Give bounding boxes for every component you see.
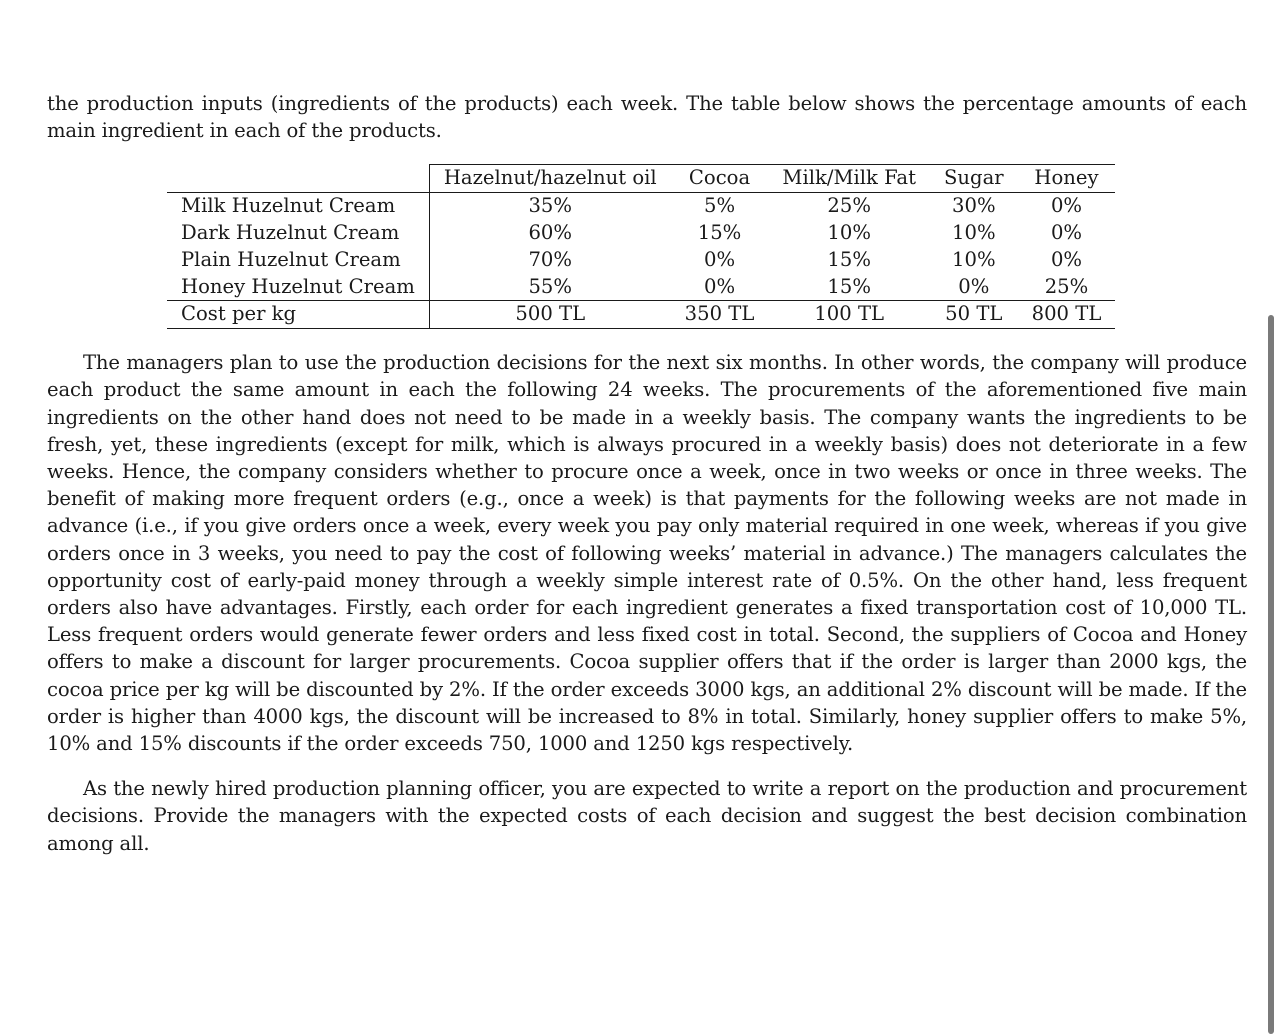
table-corner-cell	[167, 165, 429, 193]
table-header-row	[167, 165, 1115, 193]
table-cell: 0%	[958, 274, 990, 298]
table-cell: 10%	[952, 247, 996, 271]
table-cell: 0%	[1050, 247, 1083, 271]
cost-cell: 350 TL	[671, 301, 769, 329]
cost-row	[167, 301, 1115, 329]
table-cell: 35%	[528, 194, 573, 218]
paragraph-spacer	[47, 757, 1247, 775]
body-paragraph-1: The managers plan to use the production decisions for the next six months. In other words, the company will produce each product the same amount in each the following 24 weeks. The procurements of the aforementioned five main ingredients on the other hand does not need to be made in a weekly basis. The company wants the ingredients to be fresh, yet, these ingredients (except for milk, which is always procured in a weekly basis) does not deteriorate in a few weeks. Hence, the company considers whether to procure once a week, once in two weeks or once in three weeks. The benefit of making more frequent orders (e.g., once a week) is that payments for the following weeks are not made in advance (i.e., if you give orders once a week, every week you pay only material required in one week, whereas if you give orders once in 3 weeks, you need to pay the cost of following weeks’ material in advance.) The managers calculates the opportunity cost of early-paid money through a weekly simple interest rate of 0.5%. On the other hand, less frequent orders also have advantages. Firstly, each order for each ingredient generates a fixed transportation cost of 10,000 TL. Less frequent orders would generate fewer orders and less fixed cost in total. Second, the suppliers of Cocoa and Honey offers to make a discount for larger procurements. Cocoa supplier offers that if the order is larger than 2000 kgs, the cocoa price per kg will be discounted by 2%. If the order exceeds 3000 kgs, an additional 2% discount will be made. If the order is higher than 4000 kgs, the discount will be increased to 8% in total. Similarly, honey supplier offers to make 5%, 10% and 15% discounts if the order exceeds 750, 1000 and 1250 kgs respectively.	[47, 351, 1247, 756]
cost-cell: 50 TL	[930, 301, 1018, 329]
table-cell: 25%	[827, 194, 871, 218]
table-cell: 0%	[1050, 194, 1083, 218]
table-cell: 25%	[1044, 274, 1089, 298]
intro-paragraph: the production inputs (ingredients of the products) each week. The table below shows the percentage amounts of each main ingredient in each of the products.	[47, 92, 1247, 143]
table-cell: 30%	[952, 194, 996, 218]
table-row	[167, 247, 1115, 274]
table-cell: 15%	[697, 221, 742, 244]
row-label: Plain Huzelnut Cream	[167, 247, 429, 274]
table-row	[167, 220, 1115, 247]
body-paragraph-2: As the newly hired production planning officer, you are expected to write a report on the production and procurement decisions. Provide the managers with the expected costs of each decision and suggest the best decision combination among all.	[47, 777, 1247, 855]
ingredients-table	[167, 164, 1115, 329]
table-cell: 55%	[528, 274, 573, 298]
column-header: Hazelnut/hazelnut oil	[429, 165, 670, 193]
table-row	[167, 274, 1115, 301]
table-cell: 70%	[528, 247, 573, 271]
table-cell: 5%	[703, 194, 736, 218]
table-cell: 15%	[827, 274, 871, 298]
column-header: Cocoa	[671, 165, 769, 193]
cost-row-label: Cost per kg	[167, 301, 429, 329]
row-label: Honey Huzelnut Cream	[167, 274, 429, 301]
row-label: Milk Huzelnut Cream	[167, 193, 429, 220]
cost-cell: 500 TL	[429, 301, 670, 329]
column-header: Honey	[1018, 165, 1116, 193]
cost-cell: 800 TL	[1018, 301, 1116, 329]
table-row	[167, 193, 1115, 220]
table-cell: 0%	[703, 247, 736, 271]
table-cell: 0%	[703, 274, 736, 298]
row-label: Dark Huzelnut Cream	[167, 220, 429, 247]
cost-cell: 100 TL	[768, 301, 930, 329]
table-cell: 15%	[827, 247, 871, 271]
document-page	[47, 90, 1247, 857]
table-cell: 60%	[528, 221, 573, 244]
column-header: Sugar	[930, 165, 1018, 193]
table-cell: 10%	[827, 221, 871, 244]
table-cell: 0%	[1050, 221, 1083, 244]
vertical-scrollbar[interactable]	[1268, 315, 1274, 1034]
table-cell: 10%	[952, 221, 996, 244]
column-header: Milk/Milk Fat	[768, 165, 930, 193]
